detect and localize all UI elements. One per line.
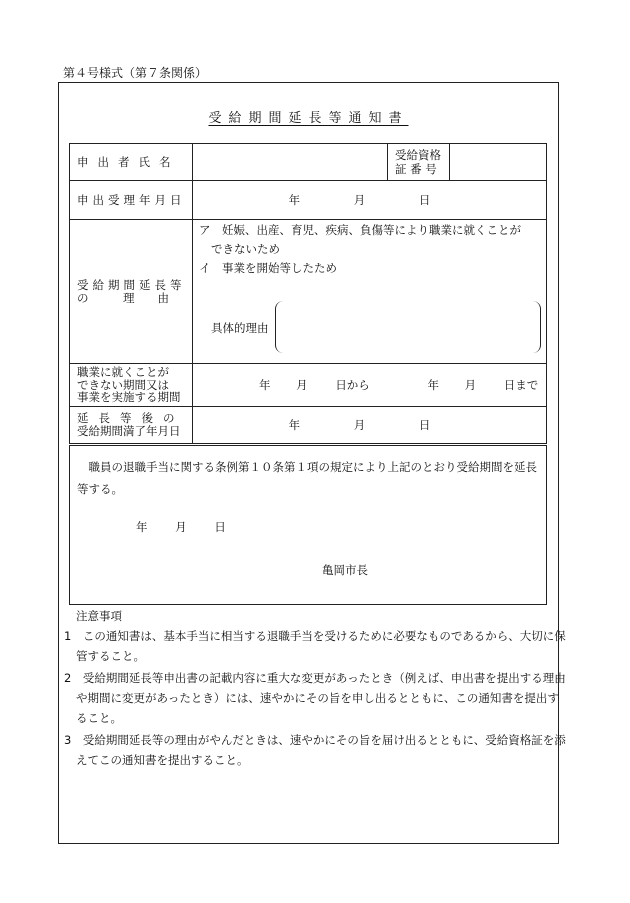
qualification-number-field[interactable]: [450, 144, 547, 181]
reason-label-line2: の 理 由: [77, 290, 169, 305]
reason-option-a-cont: できないため: [211, 242, 280, 256]
expiry-label: [70, 407, 193, 444]
period-from-day: 日から: [335, 378, 370, 392]
form-title: 受給期間延長等通知書: [208, 111, 409, 126]
note-item-1: 1 この通知書は、基本手当に相当する退職手当を受けるために必要なものであるから、大切に保管すること。: [64, 629, 566, 663]
expiry-date-field[interactable]: [193, 407, 547, 444]
note-item-2: 2 受給期間延長等申出書の記載内容に重大な変更があったとき（例えば、申出書を提出する理由や期間に変更があったとき）には、速やかにその旨を申し出るとともに、この通知書を提出すること。: [64, 671, 566, 725]
period-label: [70, 364, 193, 407]
row-reason: [70, 220, 547, 364]
period-field[interactable]: [193, 364, 547, 407]
period-to-month: 月: [464, 378, 477, 392]
expiry-month-unit: 月: [353, 418, 366, 432]
expiry-day-unit: 日: [418, 418, 431, 432]
notes-heading: 注意事項: [76, 609, 122, 623]
concrete-reason-label: 具体的理由: [211, 321, 269, 335]
reason-label: [70, 220, 193, 364]
reason-label-line1: 受給期間延長等: [77, 277, 186, 292]
period-label-line2: できない期間又は: [77, 377, 169, 392]
notice-month-unit: 月: [175, 520, 187, 534]
notice-box: [69, 445, 547, 605]
received-date-label: 申出受理年月日: [70, 181, 193, 220]
notice-date[interactable]: [136, 519, 226, 535]
form-number-label: 第４号様式（第７条関係）: [63, 66, 208, 80]
received-date-field[interactable]: [193, 181, 547, 220]
note-item-3: 3 受給期間延長等の理由がやんだときは、速やかにその旨を届け出るとともに、受給資格証を添えてこの通知書を提出すること。: [64, 733, 566, 767]
reason-option-a[interactable]: ア 妊娠、出産、育児、疾病、負傷等により職業に就くことが: [199, 223, 521, 237]
row-expiry: [70, 407, 547, 444]
notice-day-unit: 日: [214, 520, 226, 534]
period-to-day: 日まで: [503, 378, 539, 392]
period-label-line3: 事業を実施する期間: [77, 390, 181, 405]
applicant-name-field[interactable]: [193, 144, 388, 181]
row-received-date: [70, 181, 547, 220]
notice-text: 職員の退職手当に関する条例第１０条第１項の規定により上記のとおり受給期間を延長等する。: [77, 460, 537, 496]
expiry-year-unit: 年: [288, 418, 301, 432]
concrete-reason-box[interactable]: [275, 301, 541, 353]
received-month-unit: 月: [353, 193, 366, 207]
received-year-unit: 年: [288, 193, 301, 207]
form-table: [69, 143, 547, 444]
expiry-label-line1: 延長等後の: [77, 411, 185, 425]
period-from-month: 月: [296, 378, 308, 392]
period-to-year: 年: [427, 378, 439, 392]
issuer-name: 亀岡市長: [322, 563, 368, 577]
row-applicant-name: [70, 144, 547, 181]
reason-option-b[interactable]: イ 事業を開始等したため: [199, 261, 337, 275]
received-day-unit: 日: [418, 193, 431, 207]
reason-field[interactable]: [193, 220, 547, 364]
expiry-label-line2: 受給期間満了年月日: [77, 424, 181, 438]
period-label-line1: 職業に就くことが: [77, 365, 169, 380]
applicant-name-label: 申出者氏名: [70, 144, 193, 181]
notice-year-unit: 年: [136, 520, 148, 534]
row-period: [70, 364, 547, 407]
period-from-year: 年: [259, 378, 271, 392]
qualification-number-label: 受給資格 証 番 号: [388, 144, 450, 181]
